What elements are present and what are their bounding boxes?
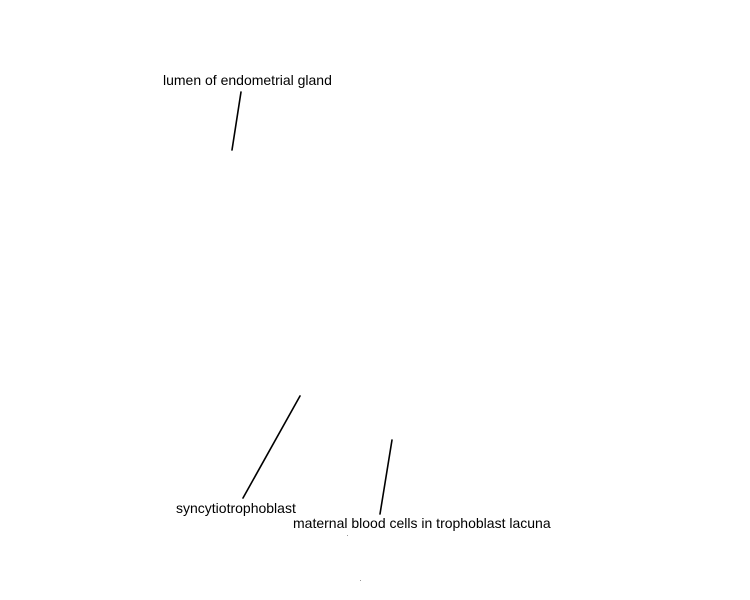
leader-line-lumen: [232, 92, 241, 150]
stray-mark: [347, 535, 348, 536]
leader-line-syncytiotrophoblast: [243, 396, 300, 498]
stray-mark: [360, 580, 361, 581]
label-syncytiotrophoblast: syncytiotrophoblast: [176, 500, 296, 516]
leader-line-maternal-blood: [380, 440, 392, 514]
label-lumen-of-endometrial-gland: lumen of endometrial gland: [163, 72, 332, 88]
label-maternal-blood-cells: maternal blood cells in trophoblast lacuna: [293, 515, 551, 531]
